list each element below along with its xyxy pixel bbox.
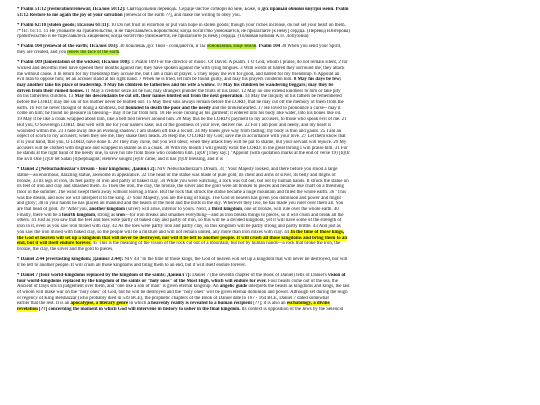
text-run: , one of bronze, will rule over the whole earth. 40 (241, 207, 339, 213)
text-run: Finally, there will be a (17, 212, 63, 218)
text-run: [renewal of the earth ??], and make me willing to obey you. (122, 12, 241, 18)
bold-text: * Psalm 51:12 [restoration/renewal; Псалом 50:12]: (17, 7, 127, 12)
text-run: earlier that the rest. It is an (17, 301, 71, 307)
text-run: you saw the iron mixed with baked clay, so the people will be a mixture and will not remain united, any more than iron mixes with clay. 44 (17, 229, 291, 235)
text-run: they are created, and you (17, 50, 68, 55)
text-run: [??]; it is also an (252, 301, 287, 307)
text-run: 1 Psalm 109 For the director of music. Of David. A psalm. 1 O God, whom I praise, do not remain silent, 2 for (131, 60, 348, 66)
text-line (17, 13, 523, 19)
verse-entry (17, 7, 523, 18)
bold-text: a heavenly reality is revealed to a human recipient (147, 301, 253, 307)
text-run: the Evil One [c]Or let Satan [d]Septuagint; Hebrew sought [e]Or came, and it has [f]Or blessing, and it is (17, 157, 223, 163)
text-run: or regency of King Belshazzar (who probably died in 539 BCE), the prophetic chapters of the Book of Daniel date to 167 - 164 BCE, Daniel 7 dated somewhat (17, 295, 329, 301)
text-run: come on him; he found no pleasure in blessing-- may it be far from him. 18 He wore cursing as his garment; it entered into his body like water, into his bones like oil. (17, 111, 342, 117)
highlighted-text: revelation (17, 307, 38, 313)
text-line (17, 307, 523, 313)
text-run: of whom will make war on the "holy ones" of God, but he will be destroyed and the "holy ones" will be given eternal dominion and power. Although set during the reign (17, 289, 348, 295)
text-run: Its context is opposition of the Jews by the Seleucid (240, 307, 344, 313)
text-run: , strong as (95, 212, 117, 218)
bold-text: * Psalm 62:10 [stolen goods; Псалом 61:11]: (17, 22, 111, 28)
bold-text: third kingdom (211, 207, 242, 213)
text-line (17, 247, 523, 253)
bold-text: driven from their ruined homes. (17, 88, 85, 94)
text-run: accusers will be clothed with disgrace and wrapped in shame as in a cloak. 30 With my mouth I will greatly extol the LORD; in the great throng I will praise him. 31 For (17, 145, 348, 151)
text-run: . (119, 50, 121, 55)
text-run: before the LORD; may the sin of his mother never be blotted out. 15 May their sins always remain before the LORD, that he may cut off the memory of them from the (17, 100, 344, 106)
text-run: 30 пошлешь дух Твой - созидаются, и Ты (119, 44, 207, 50)
text-run: wounded within me. 23 I fade away like an evening shadow; I am shaken off like a locust. 24 My knees give way from fasting; my body is thin and gaunt. 25 I am an (17, 128, 342, 134)
highlighted-text: обновляешь лице земли (206, 44, 257, 50)
text-run: it is your hand, that you, O LORD, have done it. 28 They may curse, but you will bless; when they attack they will be put to shame, but your servant will rejoice. 29 My (17, 139, 347, 145)
text-run: object of scorn to my accusers; when they see me, they shake their heads. 26 Help me, O LORD my God; save me in accordance with your love. 27 Let them know that (17, 134, 346, 140)
verse-entry (17, 44, 523, 55)
text-run: NIV Nebuchadnezzar's Dream. 31 "Your Majesty looked, and there before you stood a large (157, 167, 338, 173)
text-run: in which (128, 301, 148, 307)
text-run: on his fatherless children. 13 (17, 94, 75, 100)
highlighted-text: apocalypse, a literary genre (70, 301, 129, 307)
text-run: Ancient of Days sits in judgement over them, and "one like a son of man" is given eternal kingship. An (17, 284, 220, 290)
text-run: wicked and deceitful men have opened their mouths against me; they have spoken against me with lying tongues. 3 With words of hatred they surround me; they attack (17, 65, 345, 71)
text-run: was the dream, and now we will interpret it to the king. 37 Your Majesty, you are the king of kings. The God of heaven has given you dominion and power and might (17, 195, 341, 201)
bold-text: May his descendants be cut off, their names blotted out from the next generation (74, 94, 243, 100)
text-run: But you, O Sovereign LORD, deal well with me for your name's sake; out of the goodness of your love, deliver me. 22 For I am poor and needy, and my heart is (17, 122, 332, 128)
highlighted-text: the God of heaven will set up a kingdom that will never be destroyed, nor will it be left to another people. It will crush all those kingdoms and bring them to an (17, 235, 348, 241)
text-run: statue—an enormous, dazzling statue, awesome in appearance. 32 The head of the statue was made of pure gold, its chest and arms of silver, its belly and thighs of (17, 172, 336, 178)
bold-text: дух правый обнови внутри меня. Psalm (261, 7, 349, 12)
text-run: earth. 16 For he never thought of doing a kindness, but (17, 105, 126, 111)
text-run: NIV 44 "In the time of those kings, the God of heaven will set up a kingdom that will never be destroyed, nor will (124, 257, 348, 263)
text-run: it be left to another people. It will crush all those kingdoms and bring them to an end, but it will itself endure forever. (17, 262, 246, 268)
bold-text: 8 May his days be few; (293, 77, 342, 83)
bold-text: * Daniel 7 [four world-kingdoms replaced by the kingdom of the saints; Даниил 7]: (17, 272, 193, 278)
text-run: Святодольний переводъ. Сердце чистое сотвори во мне, Боже, и (126, 7, 262, 12)
text-run: Daniel 7 (the seventh chapter of the Book of Daniel) tells of Daniel's (192, 272, 328, 278)
bold-text: may another take his place of leadership. 9 May his children be fatherless and his wife a widow. (17, 82, 216, 88)
text-run: evil man to oppose him; let an accuser stand at his right hand. 7 When he is tried, let him be found guilty, and may his prayers condemn him. (17, 77, 294, 83)
text-run: . 14 May the iniquity of his fathers be remembered (242, 94, 342, 100)
highlighted-text: eschatology, a divine (286, 301, 330, 307)
highlighted-text: renew the face of the earth (67, 50, 120, 55)
text-run: Four beasts come out of the sea, the (266, 278, 338, 284)
bold-text: * Psalm 104 [renewal of the earth; Псалом 103]: (17, 44, 120, 50)
bold-text: May his children be wandering beggars; may they be (222, 82, 334, 88)
bold-text: * Daniel 2:44 [everlasting kingdom; Даниил 2:44]: (17, 257, 125, 263)
bold-text: fourth kingdom (62, 212, 96, 218)
highlighted-text: end, but it will itself endure forever. (17, 241, 92, 247)
bold-text: angelic guide (219, 284, 248, 290)
text-run: 10 (215, 82, 223, 88)
verse-entry (17, 167, 523, 253)
text-run: its feet of iron and clay and smashed them. 35 Then the iron, the clay, the bronze, the silver and the gold were all broken to pieces and became like chaff on a threshing (17, 184, 344, 190)
text-run: me without cause. 4 In return for my friendship they accuse me, but I am a man of prayer. 5 They repay me evil for good, and hatred for my friendship. 6 Appoint an (17, 71, 340, 77)
text-run: floor in the summer. The wind swept them away without leaving a trace. But the rock that struck the statue became a huge mountain and filled the whole earth. 36 "This (17, 189, 347, 195)
verse-entry (17, 273, 523, 313)
text-run: грабительство и не тщеславьтесь хищением; когда богатство умножается, не прилагайте [к нему] сердца. (Толковая Библия А.П. Лопухина) (17, 34, 309, 40)
bold-text: another kingdom (89, 207, 125, 213)
text-line (17, 157, 523, 163)
bold-text: Psalm 104 (258, 44, 281, 50)
bold-text: * Daniel 2 [Nebuchadnezzar's Dream - four kingdoms; Даниил 2]: (17, 167, 158, 173)
text-run: are that head of gold. 39 "After you, (17, 207, 90, 213)
text-line (17, 34, 523, 40)
text-run: and glory; 38 in your hands he has placed all mankind and the beasts of the field and the birds in the sky. Wherever they live, he has made you ruler over them all. You (17, 201, 344, 207)
text-run: bronze, the clay, the silver and the gold to pieces. (17, 246, 114, 252)
text-run: others. 41 Just as you saw that the feet and toes were partly of baked clay and partly of iron, so this will be a divided kingdom; yet it will have some of the strength of (17, 218, 342, 224)
bold-text: * Psalm 109 [lamentation of the wicked; Псалом 108]: (17, 60, 132, 66)
text-run: 11 May a creditor seize all he has; may strangers plunder the fruits of his labor. 12 May no one extend kindness to him or take pity (84, 88, 341, 94)
text-run: —for iron breaks and smashes everything—and as iron breaks things to pieces, so it will crush and break all the (124, 212, 344, 218)
bold-text: vision of (328, 272, 346, 278)
text-run: 45 This is the meaning of the vision of the rock cut out of a mountain, but not by human hands—a rock that broke the iron, the (91, 241, 341, 247)
text-run: (silver) will arise, inferior to yours. Next, a (125, 207, 212, 213)
text-run: 30 When you send your Spirit, (280, 44, 342, 50)
text-run: . (256, 44, 259, 50)
highlighted-text: In the time of those kings, (290, 229, 345, 235)
text-run: bronze, 33 its legs of iron, its feet partly of iron and partly of baked clay. 34 While you were watching, a rock was cut out, but not by human hands. It struck the statue on (17, 178, 349, 184)
verse-entry (17, 257, 523, 268)
text-run: he stands at the right hand of the needy one, to save his life from those who condemn him. [a]Or [They say:] "Appoint (with quotation marks at the end of verse 19) [b]Or (17, 151, 350, 157)
text-run: and the brokenhearted. 17 He loved to pronounce a curse-- may it (210, 105, 341, 111)
verse-entry (17, 60, 523, 163)
bold-text: hounded to death the poor and the needy (125, 105, 211, 111)
text-run: 10 Do not trust in extortion or put vain hope in stolen goods; though your riches increase, do not set your heart on them. (110, 22, 346, 28)
bold-text: iron (116, 212, 125, 218)
verse-entry (17, 23, 523, 40)
text-run: interprets the beasts as kingdoms and kings, the last (247, 284, 350, 290)
text-run: iron in it, even as you saw iron mixed with clay. 42 As the toes were partly iron and partly clay, so this kingdom will be partly strong and partly brittle. 43 And just as (17, 224, 341, 230)
text-line (17, 263, 523, 269)
bold-text: [??] concerning the moment in which God will intervene in history to usher in the final kingdom. (37, 307, 241, 313)
bold-text: four world-kingdoms replaced by the kingdom of the saints or "holy ones" of the Most High, which will endure for ever. (17, 278, 267, 284)
text-run: 19 May it be like a cloak wrapped about him, like a belt tied forever around him. 20 May this be the LORD's payment to my accusers, to those who speak evil of me. 21 (17, 117, 347, 123)
text-line (17, 50, 523, 56)
text-run: /* Пс. 61:11. 11 Не уповайте на грабительство, и не тщеславьтесь воровством; когда богатство умножается, не прилагайте [к нему] сердца. (Перевод Юнгерова) (17, 28, 350, 34)
bold-text: 51:12 Restore to me again the joy of your salvation (17, 12, 123, 18)
